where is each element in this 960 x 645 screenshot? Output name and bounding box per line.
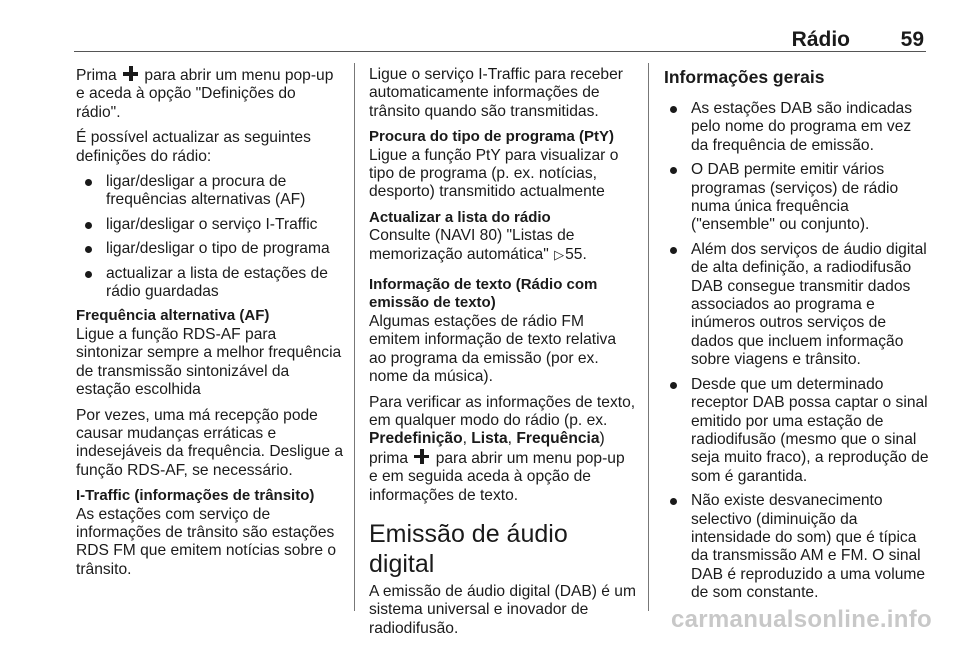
list-item: ligar/desligar a procura de frequências alternativas (AF) — [76, 173, 344, 210]
page-header — [0, 0, 960, 52]
paragraph-update-list: Consulte (NAVI 80) "Listas de memorização automática" ▷55. — [369, 227, 587, 263]
column-1 — [76, 66, 344, 586]
page-title: Rádio — [791, 28, 850, 51]
subheading-itraffic: I-Traffic (informações de trânsito) — [76, 487, 315, 505]
bullet-icon — [670, 382, 677, 389]
paragraph-radio-text: Algumas estações de rádio FM emitem informação de texto relativa ao programa da emissão (por ex. nome da música). — [369, 312, 617, 386]
section-heading-dab: Emissão de áudio digital — [369, 519, 568, 578]
section-heading-general: Informações gerais — [664, 67, 825, 87]
paragraph-af: Ligue a função RDS-AF para sintonizar sempre a melhor frequência de transmissão sintonizável da estação escolhida — [76, 325, 342, 399]
page-reference[interactable]: 55. — [565, 245, 587, 263]
keyword-preset: Predefinição — [369, 430, 463, 448]
keyword-list: Lista — [471, 430, 508, 448]
paragraph-intro: Prima para abrir um menu pop-up e aceda à opção "Definições do rádio". — [76, 67, 334, 121]
column-2 — [369, 66, 637, 645]
subheading-pty: Procura do tipo de programa (PtY) — [369, 128, 615, 146]
paragraph-af-note: Por vezes, uma má recepção pode causar mudanças erráticas e indesejáveis da frequência. Desligue a função RDS-AF, se necessário. — [76, 406, 343, 479]
paragraph-pty: Ligue a função PtY para visualizar o tipo de programa (p. ex. notícias, desporto) transmitido actualmente — [369, 146, 619, 201]
bullet-icon — [670, 498, 677, 505]
paragraph-itraffic-on: Ligue o serviço I-Traffic para receber automaticamente informações de trânsito quando são transmitidas. — [369, 66, 623, 120]
page-reference-icon: ▷ — [554, 246, 565, 262]
settings-list — [76, 173, 344, 301]
plus-icon — [414, 449, 429, 464]
paragraph-radio-text-check: Para verificar as informações de texto, em qualquer modo do rádio (p. ex. Predefinição, Lista, Frequência) prima para abrir um menu pop-up e em seguida aceda à opção de informações de texto. — [369, 393, 636, 504]
keyword-frequency: Frequência — [516, 430, 600, 448]
dab-info-list — [664, 100, 930, 603]
bullet-icon — [85, 246, 92, 253]
bullet-icon — [670, 247, 677, 254]
list-item: ligar/desligar o serviço I-Traffic — [76, 216, 344, 234]
bullet-icon — [85, 179, 92, 186]
bullet-icon — [85, 271, 92, 278]
paragraph-settings: É possível actualizar as seguintes definições do rádio: — [76, 129, 311, 165]
header-divider — [74, 51, 926, 52]
subheading-radio-text: Informação de texto (Rádio com emissão de texto) — [369, 276, 598, 312]
bullet-icon — [670, 106, 677, 113]
watermark: carmanualsonline.info — [670, 606, 932, 633]
list-item: Além dos serviços de áudio digital de alta definição, a radiodifusão DAB consegue transmitir dados associados ao programa e inúmeros outros serviços de dados que incluem informação sobre viagens e trânsito. — [664, 241, 930, 370]
paragraph-dab-intro: A emissão de áudio digital (DAB) é um sistema universal e inovador de radiodifusão. — [369, 582, 636, 637]
bullet-icon — [85, 222, 92, 229]
column-3 — [664, 66, 930, 609]
list-item: As estações DAB são indicadas pelo nome do programa em vez da frequência de emissão. — [664, 100, 930, 155]
list-item: ligar/desligar o tipo de programa — [76, 240, 344, 258]
column-divider-2 — [648, 63, 649, 611]
paragraph-itraffic: As estações com serviço de informações de trânsito são estações RDS FM que emitem notícias sobre o trânsito. — [76, 505, 336, 578]
list-item: actualizar a lista de estações de rádio guardadas — [76, 265, 344, 302]
column-divider-1 — [354, 63, 355, 611]
page-number: 59 — [900, 28, 924, 51]
list-item: Desde que um determinado receptor DAB possa captar o sinal emitido por uma estação de radiodifusão (mesmo que o sinal seja muito fraco), a reprodução de som é garantida. — [664, 376, 930, 486]
subheading-af: Frequência alternativa (AF) — [76, 307, 270, 325]
list-item: O DAB permite emitir vários programas (serviços) de rádio numa única frequência ("ensemble" ou conjunto). — [664, 161, 930, 235]
subheading-update-list: Actualizar a lista do rádio — [369, 208, 551, 226]
bullet-icon — [670, 167, 677, 174]
plus-icon — [123, 66, 138, 81]
list-item: Não existe desvanecimento selectivo (diminuição da intensidade do som) que é típica da transmissão AM e FM. O sinal DAB é reproduzido a uma volume de som constante. — [664, 492, 930, 602]
